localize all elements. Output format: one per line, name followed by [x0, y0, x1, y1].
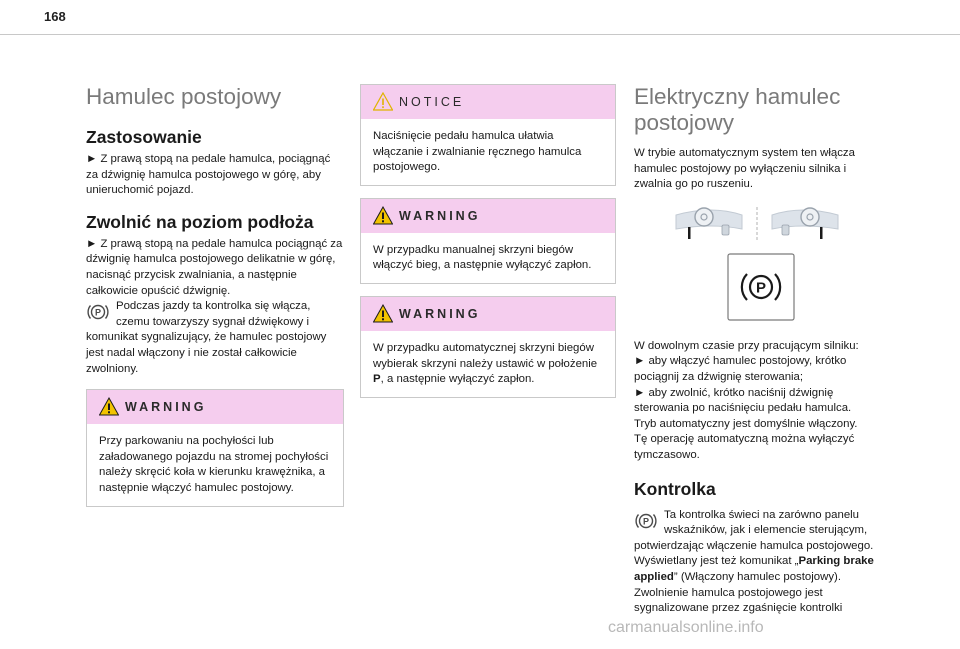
- warning-triangle-icon: [373, 206, 393, 225]
- kontrolka-note: [634, 508, 886, 617]
- warning-box-header: [361, 199, 615, 233]
- indicator-note-text: Podczas jazdy ta kontrolka się włącza, czemu towarzyszy sygnał dźwiękowy i komunikat sygnalizujący, że hamulec postojowy jest nadal włączony i nie został całkowicie zwolniony.: [86, 300, 327, 375]
- illustration-area: [634, 193, 886, 339]
- indicator-note: [86, 299, 344, 377]
- warning-label: WARNING: [399, 208, 481, 223]
- usage-line-3: ► aby zwolnić, krótko naciśnij dźwignię sterowania po naciśnięciu pedału hamulca.: [634, 386, 852, 415]
- usage-line-2: ► aby włączyć hamulec postojowy, krótko pociągnij za dźwignię sterowania;: [634, 355, 847, 383]
- subsection-title-zastosowanie: Zastosowanie: [86, 127, 202, 147]
- warning-text-gear-p: P: [373, 373, 381, 386]
- header-divider: [0, 34, 960, 35]
- auto-mode-illustration: [672, 205, 842, 243]
- section-title-elektryczny: Elektryczny hamulec postojowy: [634, 84, 841, 135]
- notice-box: [360, 84, 616, 186]
- warning-text-part-b: , a następnie wyłączyć zapłon.: [380, 373, 535, 386]
- section-title-hamulec-postojowy: Hamulec postojowy: [86, 84, 282, 109]
- warning-box-text: W przypadku manualnej skrzyni biegów włączyć bieg, a następnie wyłączyć zapłon.: [373, 243, 592, 272]
- park-brake-indicator-icon: [86, 301, 110, 323]
- warning-label: WARNING: [125, 400, 207, 415]
- warning-triangle-icon: [99, 397, 119, 416]
- electric-park-brake-button-icon: [727, 253, 795, 321]
- zastosowanie-text: ► Z prawą stopą na pedale hamulca, pociągnąć za dźwignię hamulca postojowego w górę, aby unieruchomić pojazd.: [86, 153, 331, 197]
- column-1: [86, 84, 344, 507]
- usage-line-5: Tę operację automatyczną można wyłączyć tymczasowo.: [634, 433, 855, 461]
- warning-box-text: [361, 331, 615, 397]
- warning-triangle-icon: [373, 304, 393, 323]
- kontrolka-text-message: Parking brake applied: [634, 555, 874, 583]
- usage-line-1: W dowolnym czasie przy pracującym silniku:: [634, 339, 859, 352]
- subsection-title-zwolnic: Zwolnić na poziom podłoża: [86, 211, 314, 232]
- kontrolka-text-part-b: ” (Włączony hamulec postojowy). Zwolnienie hamulca postojowego jest sygnalizowane przez zgaśnięcie kontrolki: [634, 570, 843, 615]
- park-brake-indicator-icon: [634, 510, 658, 532]
- warning-box-automatic-gearbox: [360, 296, 616, 398]
- column-3: [634, 84, 886, 617]
- page-number: 168: [44, 9, 66, 24]
- usage-line-4: Tryb automatyczny jest domyślnie włączony.: [634, 417, 858, 430]
- warning-text-part-a: W przypadku automatycznej skrzyni biegów wybierak skrzyni należy ustawić w położenie: [373, 341, 598, 370]
- warning-box-text: Przy parkowaniu na pochyłości lub załadowanego pojazdu na stromej pochyłości należy skręcić koła w kierunku krawężnika, a następnie włączyć hamulec postojowy.: [99, 435, 329, 494]
- svg-text:P: P: [642, 516, 650, 527]
- notice-box-header: [361, 85, 615, 119]
- svg-text:P: P: [755, 279, 767, 297]
- notice-box-text: Naciśnięcie pedału hamulca ułatwia włączanie i zwalnianie ręcznego hamulca postojowego.: [373, 130, 582, 174]
- column-2: [360, 84, 616, 398]
- warning-box-parking-slope: [86, 389, 344, 506]
- notice-label: NOTICE: [399, 95, 465, 109]
- watermark: carmanualsonline.info: [608, 619, 764, 636]
- zwolnic-text: ► Z prawą stopą na pedale hamulca pociągnąć za dźwignię hamulca postojowego delikatnie w górę, nacisnąć przycisk zwalniania, a następnie całkowicie opuścić dźwignię.: [86, 237, 343, 297]
- svg-text:P: P: [94, 307, 102, 318]
- electric-brake-intro: W trybie automatycznym system ten włącza hamulec postojowy po wyłączeniu silnika i zwalnia go po ruszeniu.: [634, 147, 855, 191]
- subsection-title-kontrolka: Kontrolka: [634, 478, 716, 499]
- warning-box-header: [361, 297, 615, 331]
- warning-box-header: [87, 390, 343, 424]
- warning-box-manual-gearbox: [360, 198, 616, 284]
- warning-label: WARNING: [399, 306, 481, 321]
- notice-triangle-icon: [373, 92, 393, 111]
- kontrolka-text-part-a: Ta kontrolka świeci na zarówno panelu wskaźników, jak i elemencie sterującym, potwierdzając włączenie hamulca postojowego. Wyświetlany jest też komunikat „: [634, 508, 874, 568]
